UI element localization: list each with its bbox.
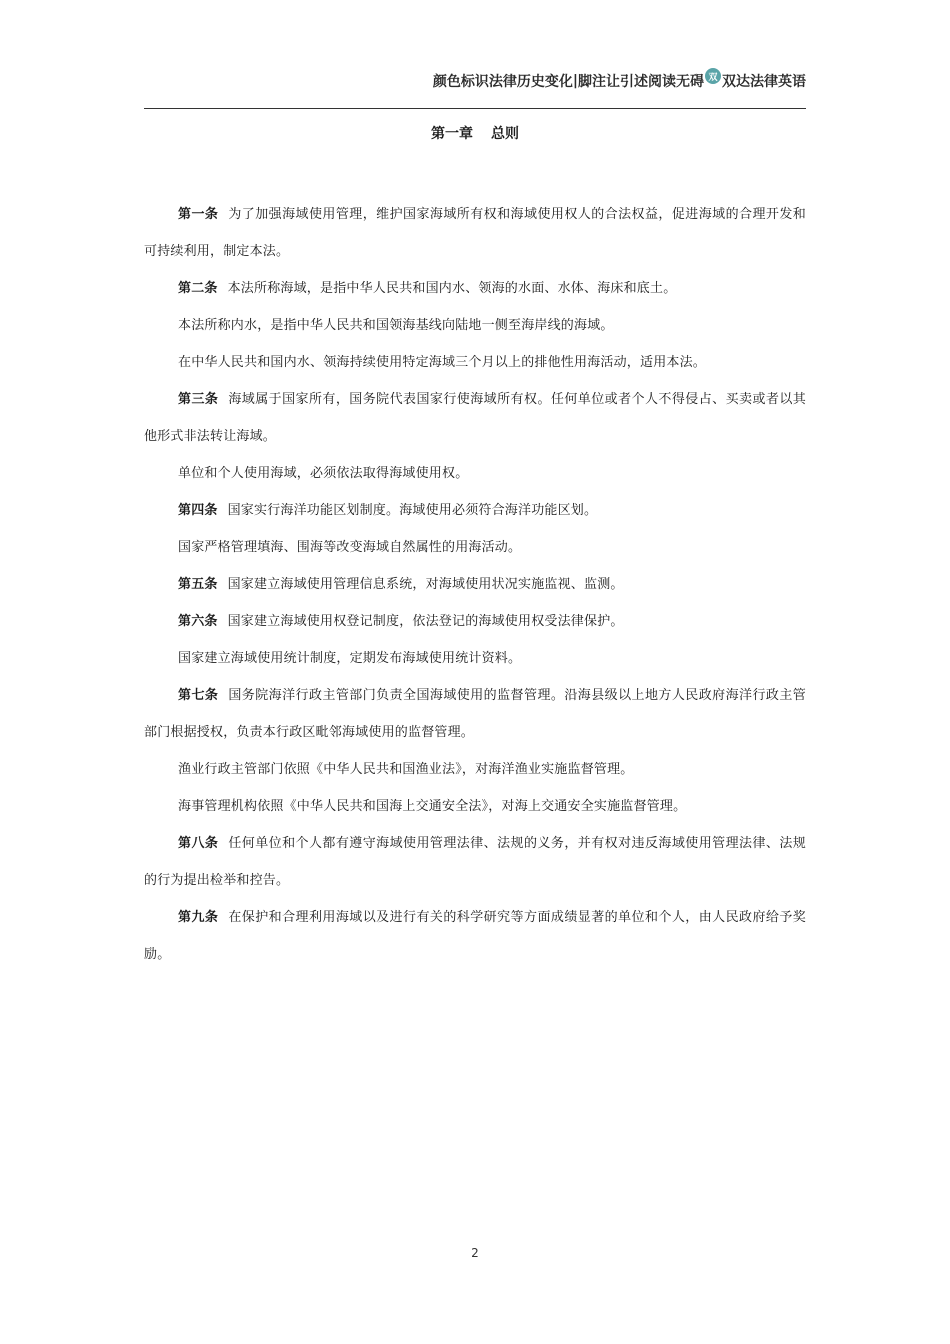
paragraph bbox=[144, 566, 806, 603]
chapter-heading bbox=[144, 123, 806, 143]
header-separator: | bbox=[572, 73, 578, 89]
paragraph-text: 在保护和合理利用海域以及进行有关的科学研究等方面成绩显著的单位和个人，由人民政府给予奖励。 bbox=[144, 910, 806, 962]
paragraph-text: 本法所称内水，是指中华人民共和国领海基线向陆地一侧至海岸线的海域。 bbox=[178, 318, 614, 333]
paragraph bbox=[144, 307, 806, 344]
paragraph bbox=[144, 196, 806, 270]
article-number: 第一条 bbox=[178, 207, 219, 222]
paragraph bbox=[144, 529, 806, 566]
chapter-title: 总则 bbox=[491, 126, 519, 142]
article-number: 第五条 bbox=[178, 577, 218, 592]
paragraph bbox=[144, 344, 806, 381]
paragraph-text: 国家严格管理填海、围海等改变海域自然属性的用海活动。 bbox=[178, 540, 522, 555]
article-number: 第二条 bbox=[178, 281, 218, 296]
article-number: 第八条 bbox=[178, 836, 219, 851]
paragraph bbox=[144, 899, 806, 973]
paragraph bbox=[144, 677, 806, 751]
paragraph-text: 单位和个人使用海域，必须依法取得海域使用权。 bbox=[178, 466, 469, 481]
header-text-footnotes: 脚注让引述阅读无碍 bbox=[578, 74, 704, 90]
paragraph-text: 国务院海洋行政主管部门负责全国海域使用的监督管理。沿海县级以上地方人民政府海洋行政主管部门根据授权，负责本行政区毗邻海域使用的监督管理。 bbox=[144, 688, 806, 740]
paragraph-text: 渔业行政主管部门依照《中华人民共和国渔业法》，对海洋渔业实施监督管理。 bbox=[178, 762, 634, 777]
paragraph bbox=[144, 751, 806, 788]
header-text-color-history: 颜色标识法律历史变化 bbox=[432, 74, 573, 90]
page-number: 2 bbox=[471, 1246, 479, 1260]
article-number: 第九条 bbox=[178, 910, 219, 925]
paragraph bbox=[144, 640, 806, 677]
document-body bbox=[144, 196, 806, 973]
paragraph-text: 本法所称海域，是指中华人民共和国内水、领海的水面、水体、海床和底土。 bbox=[227, 281, 677, 296]
paragraph bbox=[144, 825, 806, 899]
paragraph bbox=[144, 270, 806, 307]
paragraph bbox=[144, 492, 806, 529]
logo-glyph: 双 bbox=[708, 72, 718, 83]
paragraph-text: 海事管理机构依照《中华人民共和国海上交通安全法》，对海上交通安全实施监督管理。 bbox=[178, 799, 687, 814]
paragraph-text: 海域属于国家所有，国务院代表国家行使海域所有权。任何单位或者个人不得侵占、买卖或者以其他形式非法转让海域。 bbox=[144, 392, 806, 444]
paragraph-text: 任何单位和个人都有遵守海域使用管理法律、法规的义务，并有权对违反海域使用管理法律、法规的行为提出检举和控告。 bbox=[144, 836, 806, 888]
chapter-number: 第一章 bbox=[431, 126, 473, 142]
header-divider bbox=[144, 108, 806, 109]
paragraph bbox=[144, 603, 806, 640]
brand-logo-icon bbox=[705, 68, 721, 84]
paragraph-text: 国家建立海域使用管理信息系统，对海域使用状况实施监视、监测。 bbox=[227, 577, 624, 592]
header-text-brand: 双达法律英语 bbox=[722, 74, 806, 90]
paragraph bbox=[144, 455, 806, 492]
paragraph bbox=[144, 788, 806, 825]
paragraph-text: 国家建立海域使用统计制度，定期发布海域使用统计资料。 bbox=[178, 651, 522, 666]
paragraph bbox=[144, 381, 806, 455]
paragraph-text: 国家实行海洋功能区划制度。海域使用必须符合海洋功能区划。 bbox=[227, 503, 598, 518]
article-number: 第三条 bbox=[178, 392, 219, 407]
article-number: 第七条 bbox=[178, 688, 219, 703]
article-number: 第四条 bbox=[178, 503, 218, 518]
paragraph-text: 在中华人民共和国内水、领海持续使用特定海域三个月以上的排他性用海活动，适用本法。 bbox=[178, 355, 707, 370]
paragraph-text: 国家建立海域使用权登记制度，依法登记的海域使用权受法律保护。 bbox=[227, 614, 624, 629]
article-number: 第六条 bbox=[178, 614, 218, 629]
page-header bbox=[144, 68, 806, 94]
paragraph-text: 为了加强海域使用管理，维护国家海域所有权和海域使用权人的合法权益，促进海域的合理开发和可持续利用，制定本法。 bbox=[144, 207, 806, 259]
